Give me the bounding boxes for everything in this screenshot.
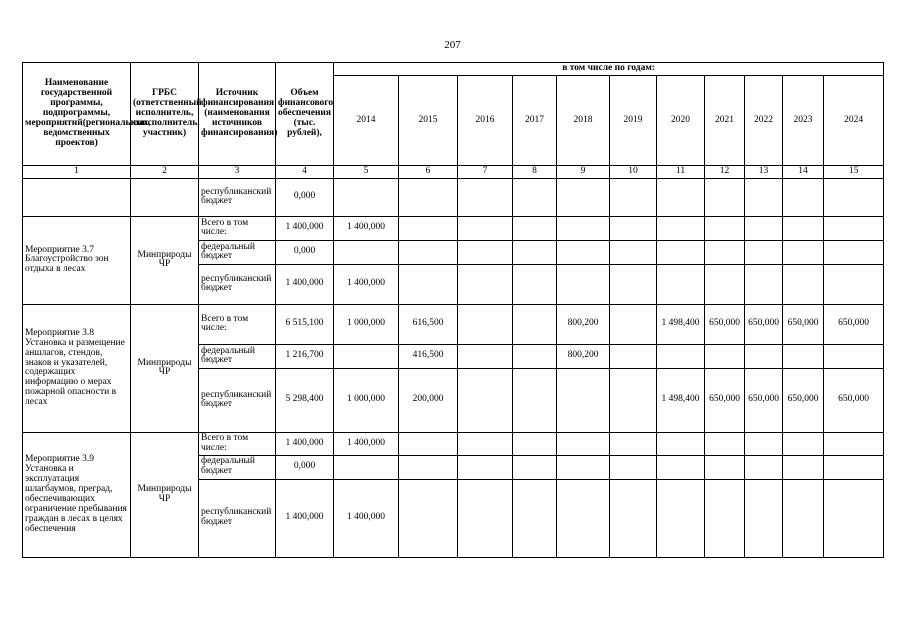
column-number: 9: [557, 166, 610, 179]
page-number: 207: [444, 39, 461, 51]
header-name: Наименование государственной программы, подпрограммы, мероприятий(региональных, ведомственных проектов): [23, 63, 131, 166]
column-number: 4: [276, 166, 334, 179]
value-cell: 650,000: [745, 304, 783, 344]
total-cell: 6 515,100: [276, 304, 334, 344]
value-cell: 650,000: [783, 304, 824, 344]
source-cell: Всего в том числе:: [199, 216, 276, 240]
year-header: 2020: [657, 76, 705, 166]
year-header: 2019: [610, 76, 657, 166]
source-cell: федеральный бюджет: [199, 455, 276, 479]
value-cell: 1 400,000: [334, 216, 399, 240]
source-cell: республиканский бюджет: [199, 368, 276, 432]
column-number: 12: [705, 166, 745, 179]
value-cell: 650,000: [745, 368, 783, 432]
total-cell: 1 400,000: [276, 432, 334, 455]
year-header: 2015: [399, 76, 458, 166]
value-cell: 800,200: [557, 344, 610, 368]
year-header: 2018: [557, 76, 610, 166]
column-number: 5: [334, 166, 399, 179]
column-number: 15: [824, 166, 884, 179]
column-number: 11: [657, 166, 705, 179]
total-cell: 1 216,700: [276, 344, 334, 368]
column-number: 10: [610, 166, 657, 179]
value-cell: 1 400,000: [334, 432, 399, 455]
table-row: [23, 304, 884, 344]
year-header: 2016: [458, 76, 513, 166]
value-cell: 616,500: [399, 304, 458, 344]
column-number: 6: [399, 166, 458, 179]
table-row: [23, 178, 884, 216]
column-number: 14: [783, 166, 824, 179]
budget-table: [22, 62, 884, 558]
value-cell: 1 000,000: [334, 304, 399, 344]
source-cell: республиканский бюджет: [199, 264, 276, 304]
total-cell: 1 400,000: [276, 264, 334, 304]
year-header: 2021: [705, 76, 745, 166]
total-cell: 1 400,000: [276, 479, 334, 557]
value-cell: 650,000: [824, 368, 884, 432]
value-cell: 1 498,400: [657, 304, 705, 344]
source-cell: Всего в том числе:: [199, 304, 276, 344]
measure-name: Мероприятие 3.7 Благоустройство зон отдыха в лесах: [23, 216, 131, 304]
header-source: Источник финансирования (наименования источников финансирования): [199, 63, 276, 166]
value-cell: 650,000: [705, 368, 745, 432]
value-cell: 650,000: [783, 368, 824, 432]
table-row: [23, 216, 884, 240]
source-cell: республиканский бюджет: [199, 178, 276, 216]
value-cell: 200,000: [399, 368, 458, 432]
column-number: 2: [131, 166, 199, 179]
total-cell: 0,000: [276, 455, 334, 479]
value-cell: 1 000,000: [334, 368, 399, 432]
total-cell: 0,000: [276, 240, 334, 264]
source-cell: федеральный бюджет: [199, 240, 276, 264]
measure-grbs: Минприроды ЧР: [131, 216, 199, 304]
value-cell: 800,200: [557, 304, 610, 344]
measure-name: Мероприятие 3.9 Установка и эксплуатация шлагбаумов, преград, обеспечивающих ограничение пребывания граждан в лесах в целях обеспечения: [23, 432, 131, 557]
value-cell: 416,500: [399, 344, 458, 368]
source-cell: федеральный бюджет: [199, 344, 276, 368]
total-cell: 5 298,400: [276, 368, 334, 432]
header-grbs: ГРБС (ответственный исполнитель, соисполнитель, участник): [131, 63, 199, 166]
value-cell: 1 400,000: [334, 264, 399, 304]
column-number: 3: [199, 166, 276, 179]
header-years-caption: в том числе по годам:: [334, 63, 884, 76]
value-cell: 650,000: [705, 304, 745, 344]
year-header: 2024: [824, 76, 884, 166]
year-header: 2022: [745, 76, 783, 166]
measure-grbs: Минприроды ЧР: [131, 432, 199, 557]
year-header: 2023: [783, 76, 824, 166]
total-cell: 0,000: [276, 178, 334, 216]
value-cell: 1 400,000: [334, 479, 399, 557]
table-row: [23, 432, 884, 455]
value-cell: 650,000: [824, 304, 884, 344]
year-header: 2014: [334, 76, 399, 166]
value-cell: 1 498,400: [657, 368, 705, 432]
total-cell: 1 400,000: [276, 216, 334, 240]
column-number: 7: [458, 166, 513, 179]
measure-name: Мероприятие 3.8 Установка и размещение аншлагов, стендов, знаков и указателей, содержащих информацию о мерах пожарной опасности в лесах: [23, 304, 131, 432]
measure-grbs: Минприроды ЧР: [131, 304, 199, 432]
source-cell: республиканский бюджет: [199, 479, 276, 557]
column-number: 8: [513, 166, 557, 179]
year-header: 2017: [513, 76, 557, 166]
header-volume: Объем финансового обеспечения (тыс. рублей),: [276, 63, 334, 166]
column-number: 1: [23, 166, 131, 179]
source-cell: Всего в том числе:: [199, 432, 276, 455]
column-number: 13: [745, 166, 783, 179]
